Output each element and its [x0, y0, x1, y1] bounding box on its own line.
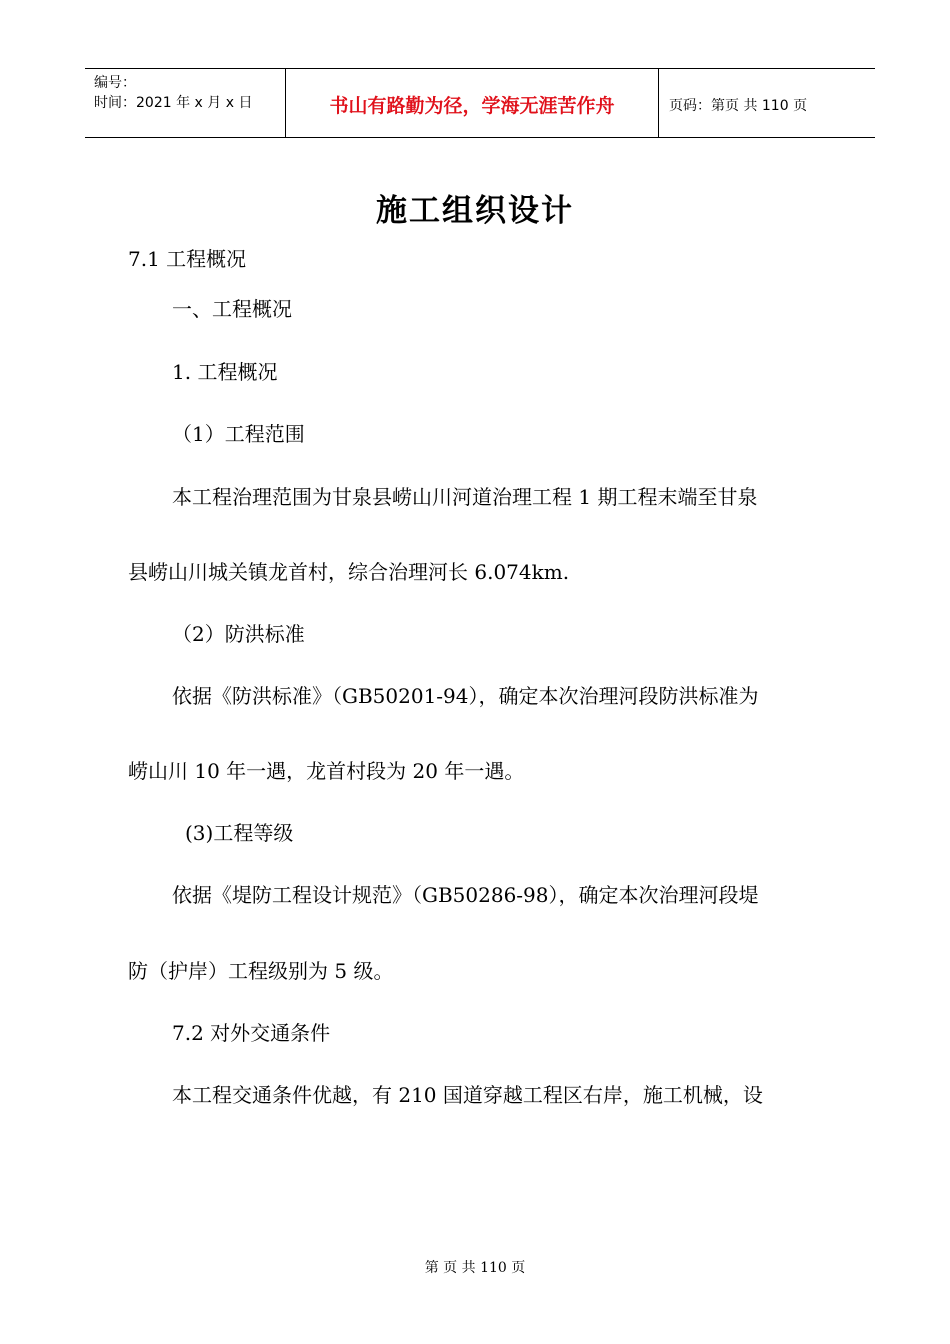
body-text: 本工程交通条件优越，有 210 国道穿越工程区右岸，施工机械，设 [172, 1083, 763, 1107]
item-heading: （1）工程范围 [172, 422, 305, 446]
subsection-heading: 一、工程概况 [172, 297, 292, 321]
motto-text: 书山有路勤为径，学海无涯苦作舟 [329, 95, 615, 117]
header-meta [85, 69, 286, 137]
body-text: 依据《防洪标准》（GB50201-94），确定本次治理河段防洪标准为 [172, 684, 759, 708]
body-text: 本工程治理范围为甘泉县崂山川河道治理工程 1 期工程末端至甘泉 [172, 485, 758, 509]
header-page-cell [659, 69, 875, 137]
section-heading: 7.2 对外交通条件 [172, 1021, 331, 1045]
number-label: 编号： [94, 75, 136, 91]
section-heading: 7.1 工程概况 [128, 247, 247, 271]
header-motto-cell [286, 69, 659, 137]
subsection-heading: 1. 工程概况 [172, 360, 278, 384]
item-heading: （2）防洪标准 [172, 622, 305, 646]
page-footer: 第 页 共 110 页 [424, 1260, 526, 1276]
body-text: 崂山川 10 年一遇，龙首村段为 20 年一遇。 [128, 759, 525, 783]
page-header [85, 68, 875, 138]
body-text: 县崂山川城关镇龙首村，综合治理河长 6.074km. [128, 560, 570, 584]
time-label: 时间：2021 年 x 月 x 日 [94, 95, 253, 111]
document-title: 施工组织设计 [376, 193, 574, 229]
body-text: 防（护岸）工程级别为 5 级。 [128, 959, 394, 983]
page-label: 页码：第页 共 110 页 [669, 97, 808, 114]
body-text: 依据《堤防工程设计规范》（GB50286-98），确定本次治理河段堤 [172, 883, 759, 907]
item-heading: (3)工程等级 [185, 821, 294, 845]
